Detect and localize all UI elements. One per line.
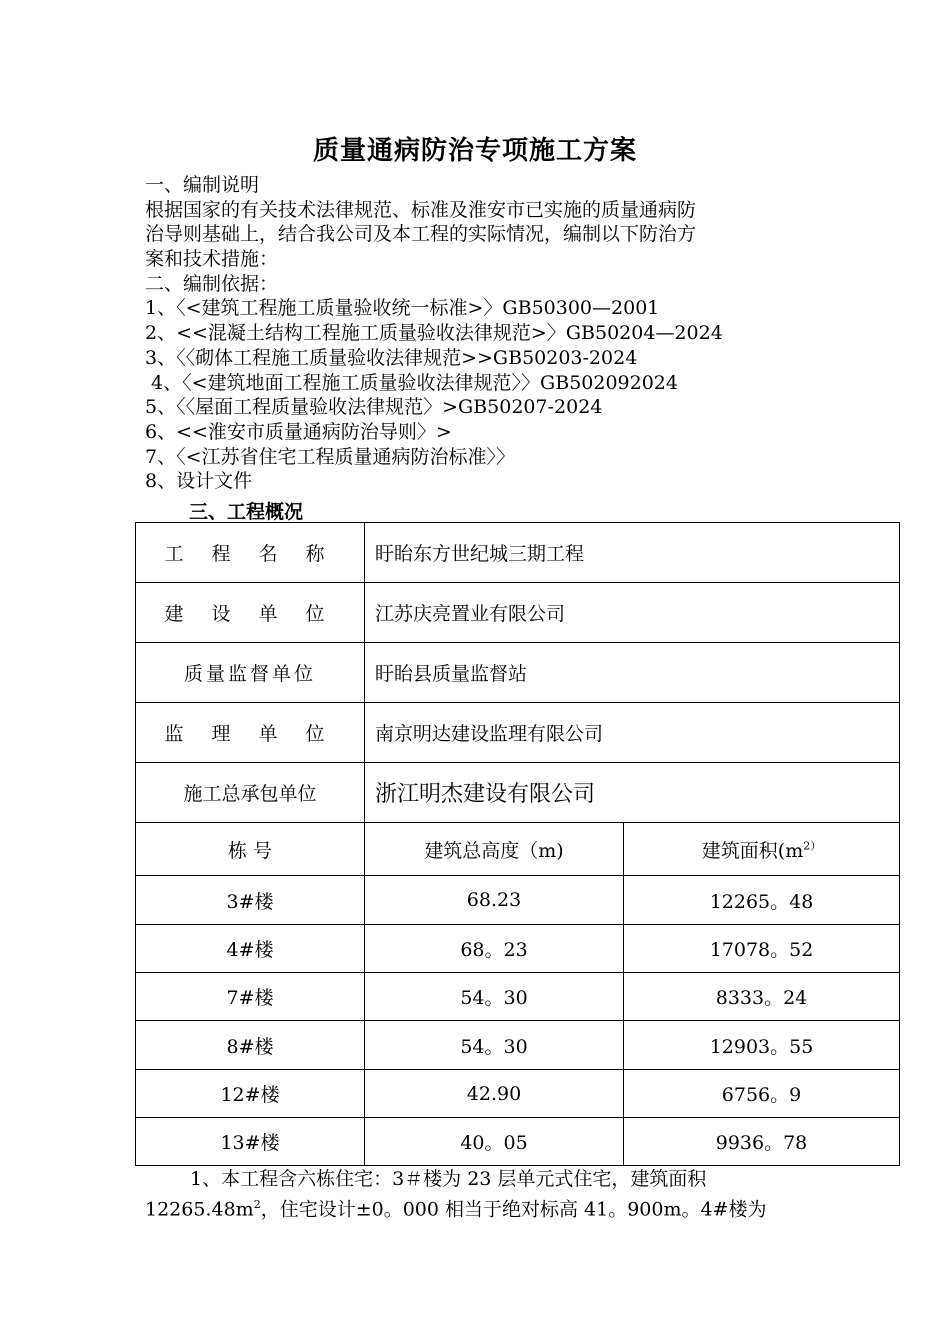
header-building-no: 栋 号 (136, 823, 365, 876)
info-label: 工 程 名 称 (136, 523, 365, 583)
basis-item-2: 2、<<混凝土结构工程施工质量验收法律规范>〉GB50204—2024 (145, 322, 723, 345)
building-area: 6756。9 (624, 1070, 900, 1118)
intro-paragraph-line-2: 治导则基础上，结合我公司及本工程的实际情况，编制以下防治方 (145, 223, 697, 246)
building-area: 12265。48 (624, 876, 900, 925)
info-value: 盱眙县质量监督站 (365, 643, 900, 703)
building-area: 8333。24 (624, 973, 900, 1021)
building-table-header (136, 823, 900, 876)
building-area: 12903。55 (624, 1021, 900, 1070)
info-label: 监 理 单 位 (136, 703, 365, 763)
project-description-line-2: $12265.48m^2$，住宅设计±0。000 相当于绝对标高 41。900m。4#楼为 (145, 1198, 767, 1221)
info-value: 南京明达建设监理有限公司 (365, 703, 900, 763)
table-row (136, 1070, 900, 1118)
basis-item-1: 1、〈<建筑工程施工质量验收统一标准>〉GB50300—2001 (145, 297, 660, 320)
intro-paragraph-line-1: 根据国家的有关技术法律规范、标准及淮安市已实施的质量通病防 (145, 198, 697, 221)
info-row-developer (136, 583, 900, 643)
info-row-supervision-unit (136, 703, 900, 763)
intro-paragraph-line-3: 案和技术措施： (145, 248, 279, 271)
building-no: 13#楼 (136, 1118, 365, 1166)
project-description-line-1: 1、本工程含六栋住宅：3＃楼为 23 层单元式住宅，建筑面积 (190, 1168, 707, 1190)
building-no: 8#楼 (136, 1021, 365, 1070)
building-height: 42.90 (365, 1070, 624, 1118)
basis-item-5: 5、〈〈屋面工程质量验收法律规范〉>GB50207-2024 (145, 396, 603, 419)
building-height: 54。30 (365, 973, 624, 1021)
building-no: 7#楼 (136, 973, 365, 1021)
document-body (145, 173, 815, 494)
table-row (136, 1118, 900, 1166)
info-value: 盱眙东方世纪城三期工程 (365, 523, 900, 583)
building-height: 54。30 (365, 1021, 624, 1070)
table-row (136, 973, 900, 1021)
info-row-project-name (136, 523, 900, 583)
basis-item-4: 4、〈<建筑地面工程施工质量验收法律规范〉〉GB502092024 (145, 371, 678, 394)
building-no: 12#楼 (136, 1070, 365, 1118)
basis-item-6: 6、<<淮安市质量通病防治导则〉> (145, 420, 452, 443)
table-row (136, 925, 900, 973)
basis-item-8: 8、设计文件 (145, 470, 253, 493)
table-row (136, 1021, 900, 1070)
document-title: 质量通病防治专项施工方案 (312, 136, 637, 166)
basis-item-3: 3、〈〈砌体工程施工质量验收法律规范>>GB50203-2024 (145, 346, 638, 369)
info-label: 建 设 单 位 (136, 583, 365, 643)
header-floor-area: 建筑面积($m^{2)}$ (624, 823, 900, 876)
info-value: 浙江明杰建设有限公司 (365, 763, 900, 823)
info-label: 施工总承包单位 (136, 763, 365, 823)
building-height: 40。05 (365, 1118, 624, 1166)
building-height: 68。23 (365, 925, 624, 973)
building-area: 17078。52 (624, 925, 900, 973)
building-no: 3#楼 (136, 876, 365, 925)
section-heading-1: 一、编制说明 (145, 174, 260, 196)
building-no: 4#楼 (136, 925, 365, 973)
basis-item-7: 7、〈<江苏省住宅工程质量通病防治标准〉〉 (145, 445, 516, 468)
section-heading-2: 二、编制依据： (145, 272, 279, 295)
building-height: 68.23 (365, 876, 624, 925)
info-row-quality-supervisor (136, 643, 900, 703)
building-area: 9936。78 (624, 1118, 900, 1166)
table-row (136, 876, 900, 925)
info-value: 江苏庆亮置业有限公司 (365, 583, 900, 643)
info-row-general-contractor (136, 763, 900, 823)
info-label: 质量监督单位 (136, 643, 365, 703)
header-total-height: 建筑总高度（m) (365, 823, 624, 876)
project-overview-table (135, 522, 900, 1166)
section-heading-3: 三、工程概况 (189, 501, 304, 523)
project-description (145, 1167, 807, 1222)
